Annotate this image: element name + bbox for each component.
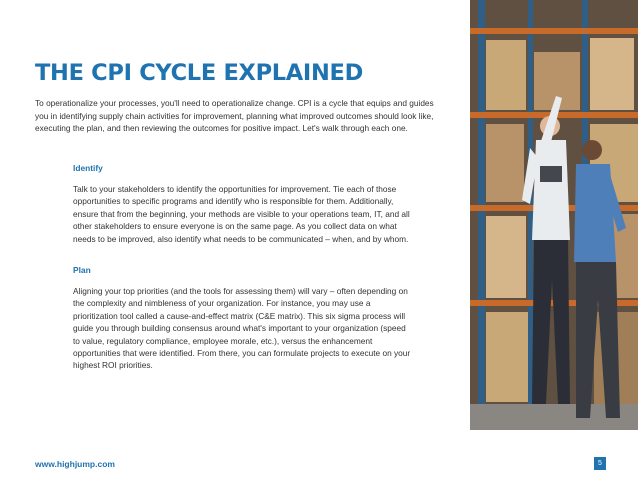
section-heading-identify: Identify [73, 163, 103, 173]
warehouse-workers-photo [470, 0, 638, 430]
page-number-badge: 5 [594, 457, 606, 470]
section-heading-plan: Plan [73, 265, 91, 275]
section-body-identify: Talk to your stakeholders to identify the opportunities for improvement. Tie each of those opportunities to specific programs and identify who is responsible for them. Additionally, ensure that from the beginning, your methods are visible to your operations team, IT, and all other stakeholders to ensure everyone is on the same page. As you collect data on what needs to be improved, also identify what needs to be communicated – when, and by whom. [73, 184, 410, 244]
intro-paragraph: To operationalize your processes, you'll need to operationalize change. CPI is a cycle that equips and guides you in identifying supply chain activities for improvement, planning what improved outcomes should look like, executing the plan, and then reviewing the outcomes for positive impact. Let's walk through each one. [35, 98, 434, 133]
page-title: THE CPI CYCLE EXPLAINED [35, 60, 363, 86]
section-plan [73, 265, 411, 372]
section-identify [73, 163, 411, 245]
section-body-plan: Aligning your top priorities (and the tools for assessing them) will vary – often depending on the complexity and nimbleness of your organization. For instance, you may use a prioritization tool called a cause-and-effect matrix (C&E matrix). This six sigma process will guide you through building consensus around what's important to your organization (speed to value, regulatory compliance, employee morale, etc.), versus the enhancement opportunities that were identified. From there, you can formulate projects to execute on your highest ROI priorities. [73, 286, 411, 371]
footer-website-link[interactable]: www.highjump.com [35, 459, 115, 469]
